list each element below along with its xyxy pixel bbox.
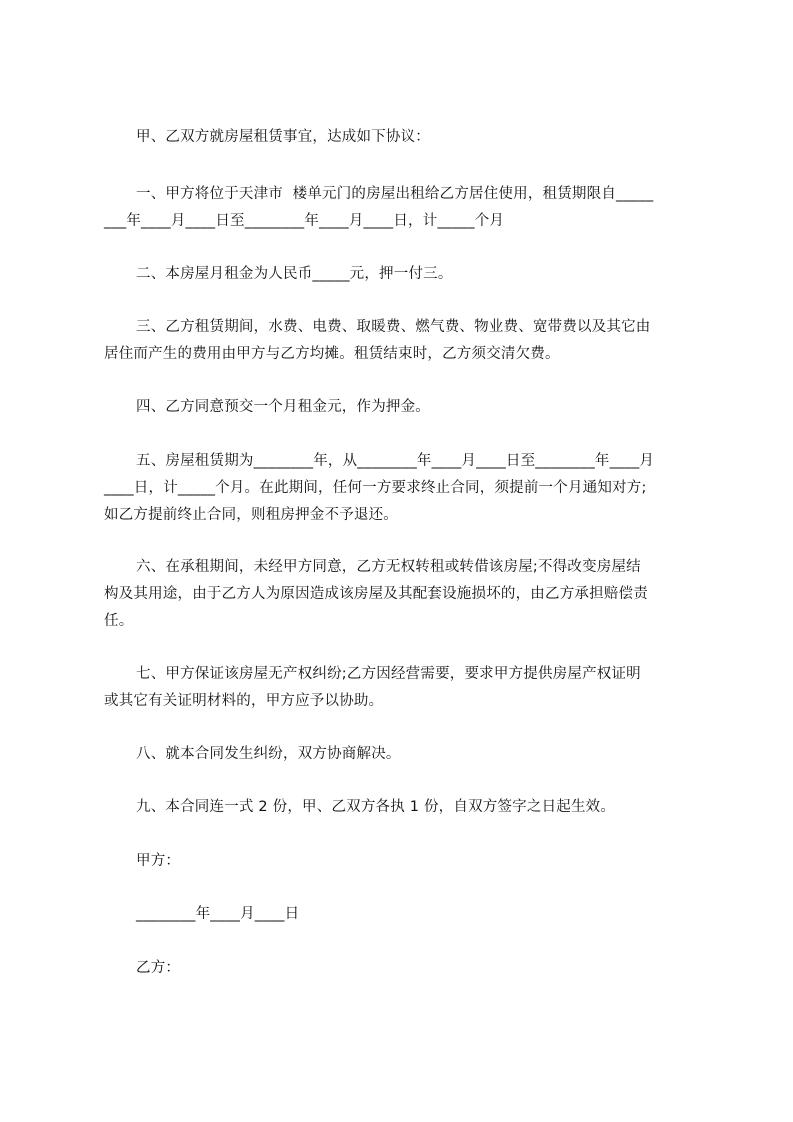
date-line: ________年____月____日	[136, 906, 300, 922]
clause-5-line-1: 五、房屋租赁期为________年，从________年____月____日至________年____月	[136, 453, 655, 469]
clause-6-line-3: 任。	[104, 613, 134, 629]
clause-5-line-3: 如乙方提前终止合同，则租房押金不予退还。	[104, 507, 398, 523]
intro-text: 甲、乙双方就房屋租赁事宜，达成如下协议：	[136, 129, 430, 145]
clause-5-line-2: ____日，计_____个月。在此期间，任何一方要求终止合同，须提前一个月通知对方;	[104, 480, 647, 496]
clause-3-line-2: 居住而产生的费用由甲方与乙方均摊。租赁结束时，乙方须交清欠费。	[104, 346, 560, 362]
party-b-label: 乙方：	[136, 960, 181, 976]
clause-3-line-1: 三、乙方租赁期间，水费、电费、取暖费、燃气费、物业费、宽带费以及其它由	[136, 319, 651, 335]
clause-8-text: 八、就本合同发生纠纷，双方协商解决。	[136, 746, 401, 762]
clause-1-line-1: 一、甲方将位于天津市 楼单元门的房屋出租给乙方居住使用，租赁期限自_____	[136, 186, 654, 202]
clause-6-line-2: 构及其用途，由于乙方人为原因造成该房屋及其配套设施损坏的，由乙方承担赔偿责	[104, 586, 648, 602]
clause-7-line-1: 七、甲方保证该房屋无产权纠纷;乙方因经营需要，要求甲方提供房屋产权证明	[136, 666, 641, 682]
clause-4-text: 四、乙方同意预交一个月租金元，作为押金。	[136, 399, 430, 415]
party-a-label: 甲方：	[136, 853, 181, 869]
clause-2-text: 二、本房屋月租金为人民币_____元，押一付三。	[136, 266, 453, 282]
clause-1-line-2: ___年____月____日至________年____月____日，计_____个月	[104, 213, 505, 229]
clause-9-text: 九、本合同连一式 2 份，甲、乙双方各执 1 份，自双方签字之日起生效。	[136, 799, 616, 815]
clause-7-line-2: 或其它有关证明材料的，甲方应予以协助。	[104, 693, 384, 709]
clause-6-line-1: 六、在承租期间，未经甲方同意，乙方无权转租或转借该房屋;不得改变房屋结	[136, 559, 641, 575]
